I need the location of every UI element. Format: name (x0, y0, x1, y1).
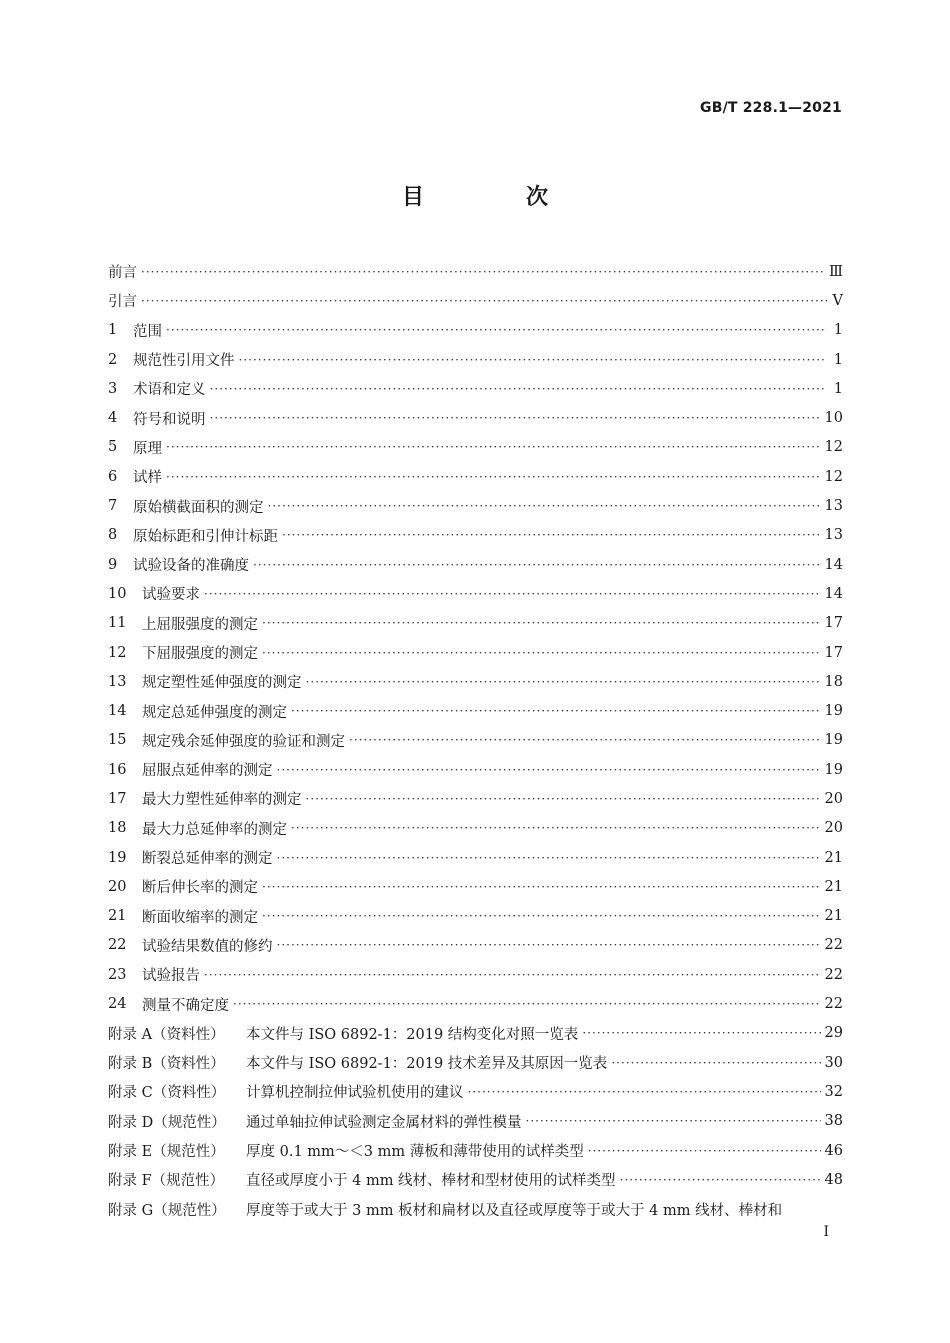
toc-leader-dots (166, 470, 821, 484)
toc-entry[interactable] (108, 579, 843, 608)
toc-entry-page: 22 (824, 966, 843, 983)
toc-entry[interactable] (108, 403, 843, 432)
toc-entry-title: 通过单轴拉伸试验测定金属材料的弹性模量 (246, 1114, 522, 1131)
toc-leader-dots (526, 1114, 821, 1128)
toc-entry-number: 5 (108, 439, 118, 456)
toc-entry[interactable] (108, 491, 843, 520)
toc-entry-title: 断后伸长率的测定 (142, 880, 258, 897)
toc-entry-title: 本文件与 ISO 6892-1：2019 技术差异及其原因一览表 (246, 1056, 608, 1073)
toc-entry-title: 符号和说明 (133, 411, 206, 428)
toc-leader-dots (588, 1144, 821, 1158)
toc-entry-title: 原理 (133, 440, 162, 457)
toc-entry-title: 最大力总延伸率的测定 (142, 821, 287, 838)
toc-entry-page: 1 (833, 322, 843, 339)
toc-entry[interactable] (108, 784, 843, 813)
toc-entry[interactable] (108, 814, 843, 843)
toc-entry[interactable] (108, 872, 843, 901)
toc-entry-title: 最大力塑性延伸率的测定 (142, 792, 302, 809)
toc-entry-number: 14 (108, 703, 127, 720)
toc-entry-number: 9 (108, 556, 118, 573)
toc-entry-title: 规定总延伸强度的测定 (142, 704, 287, 721)
toc-entry-number: 附录 D（规范性） (108, 1114, 226, 1131)
toc-entry[interactable] (108, 902, 843, 931)
toc-entry-title: 断裂总延伸率的测定 (142, 851, 273, 868)
toc-entry-page: 21 (824, 908, 843, 925)
toc-entry-title: 试验结果数值的修约 (142, 938, 273, 955)
toc-entry-title: 上屈服强度的测定 (142, 616, 258, 633)
toc-leader-dots (268, 499, 821, 513)
toc-entry-number: 附录 B（资料性） (108, 1056, 225, 1073)
toc-leader-dots (277, 763, 821, 777)
toc-leader-dots (277, 851, 821, 865)
toc-leader-dots (262, 616, 821, 630)
toc-entry-page: 29 (824, 1025, 843, 1042)
toc-entry-number: 17 (108, 790, 127, 807)
toc-leader-dots (262, 646, 821, 660)
toc-entry[interactable] (108, 609, 843, 638)
toc-entry-page: 14 (824, 585, 843, 602)
toc-entry-title: 屈服点延伸率的测定 (142, 763, 273, 780)
toc-leader-dots (291, 821, 821, 835)
toc-entry[interactable] (108, 1019, 843, 1048)
toc-entry[interactable] (108, 374, 843, 403)
toc-entry-page: 48 (824, 1171, 843, 1188)
toc-entry-title: 原始横截面积的测定 (133, 499, 264, 516)
toc-entry-page: 13 (824, 498, 843, 515)
toc-entry-page: 18 (824, 673, 843, 690)
toc-entry-number: 13 (108, 673, 127, 690)
toc-entry-page: 20 (824, 790, 843, 807)
toc-entry[interactable] (108, 462, 843, 491)
toc-entry-title: 规范性引用文件 (133, 353, 235, 370)
toc-entry-page: 21 (824, 849, 843, 866)
toc-entry-number: 7 (108, 498, 118, 515)
toc-entry-page: 19 (824, 732, 843, 749)
toc-entry-number: 附录 F（规范性） (108, 1173, 225, 1190)
toc-entry-page: 19 (824, 761, 843, 778)
page-title: 目 次 (401, 185, 588, 210)
toc-entry[interactable] (108, 286, 843, 315)
toc-entry[interactable] (108, 550, 843, 579)
toc-entry-title: 断面收缩率的测定 (142, 909, 258, 926)
toc-leader-dots (253, 558, 821, 572)
toc-entry-page: 17 (824, 644, 843, 661)
toc-entry-number: 15 (108, 732, 127, 749)
toc-entry-page: 21 (824, 878, 843, 895)
toc-entry-number: 18 (108, 820, 127, 837)
toc-entry-number: 附录 C（资料性） (108, 1085, 226, 1102)
toc-entry[interactable] (108, 257, 843, 286)
toc-leader-dots (239, 353, 828, 367)
toc-entry-page: 46 (824, 1142, 843, 1159)
toc-leader-dots (233, 997, 821, 1011)
toc-leader-dots (306, 675, 821, 689)
toc-entry[interactable] (108, 1165, 843, 1194)
toc-entry-page: 13 (824, 527, 843, 544)
toc-entry-title: 厚度等于或大于 3 mm 板材和扁材以及直径或厚度等于或大于 4 mm 线材、棒材和 (246, 1202, 783, 1219)
page-number: Ⅰ (823, 1224, 829, 1240)
toc-entry-number: 24 (108, 996, 127, 1013)
toc-entry-title: 范围 (133, 323, 162, 340)
toc-entry-page: 10 (824, 410, 843, 427)
toc-leader-dots (210, 382, 828, 396)
toc-entry[interactable] (108, 345, 843, 374)
toc-entry-page: 17 (824, 615, 843, 632)
toc-entry-page: 1 (833, 380, 843, 397)
toc-leader-dots (349, 733, 821, 747)
toc-entry-number: 附录 E（规范性） (108, 1144, 225, 1161)
toc-entry-title: 试验报告 (142, 968, 200, 985)
toc-leader-dots (141, 294, 827, 308)
toc-entry[interactable] (108, 316, 843, 345)
toc-entry-number: 12 (108, 644, 127, 661)
toc-entry[interactable] (108, 1077, 843, 1106)
toc-leader-dots (277, 938, 821, 952)
toc-leader-dots (582, 1026, 820, 1040)
toc-leader-dots (468, 1085, 821, 1099)
toc-entry-title: 试验设备的准确度 (133, 558, 249, 575)
toc-entry-page: 22 (824, 996, 843, 1013)
toc-entry-number: 22 (108, 937, 127, 954)
toc-leader-dots (141, 265, 825, 279)
document-code: GB/T 228.1—2021 (700, 100, 842, 116)
toc-leader-dots (282, 528, 821, 542)
toc-leader-dots (262, 909, 821, 923)
toc-entry-number: 2 (108, 351, 118, 368)
toc-entry-page: 38 (824, 1113, 843, 1130)
toc-entry[interactable] (108, 989, 843, 1018)
toc-entry[interactable] (108, 726, 843, 755)
toc-entry[interactable] (108, 1048, 843, 1077)
toc-entry-page: 19 (824, 703, 843, 720)
toc-leader-dots (620, 1173, 821, 1187)
toc-entry[interactable] (108, 667, 843, 696)
toc-entry-title: 下屈服强度的测定 (142, 646, 258, 662)
toc-entry[interactable] (108, 638, 843, 667)
toc-entry[interactable] (108, 843, 843, 872)
toc-entry[interactable] (108, 1107, 843, 1136)
toc-entry-page: 30 (824, 1054, 843, 1071)
toc-entry-number: 16 (108, 761, 127, 778)
toc-entry-page: 22 (824, 937, 843, 954)
toc-entry-page: 12 (824, 439, 843, 456)
toc-leader-dots (204, 587, 821, 601)
toc-entry-title: 原始标距和引伸计标距 (133, 528, 278, 545)
toc-entry[interactable] (108, 696, 843, 725)
toc-entry-number: 19 (108, 849, 127, 866)
toc-leader-dots (262, 880, 821, 894)
toc-entry[interactable] (108, 521, 843, 550)
toc-entry-page: Ⅲ (829, 263, 843, 280)
toc-leader-dots (166, 440, 821, 454)
toc-entry-number: 11 (108, 615, 127, 632)
toc-entry-title: 试验要求 (142, 587, 200, 604)
toc-entry-page: 1 (833, 351, 843, 368)
toc-entry-title: 计算机控制拉伸试验机使用的建议 (246, 1085, 464, 1102)
toc-entry-title: 测量不确定度 (142, 997, 229, 1014)
toc-entry-number: 23 (108, 966, 127, 983)
toc-entry-number: 6 (108, 468, 118, 485)
toc-entry-page: 32 (824, 1083, 843, 1100)
toc-entry-page: 12 (824, 468, 843, 485)
toc-entry-title: 本文件与 ISO 6892-1：2019 结构变化对照一览表 (246, 1026, 579, 1043)
toc-leader-dots (611, 1056, 820, 1070)
toc-entry-title: 厚度 0.1 mm～＜3 mm 薄板和薄带使用的试样类型 (246, 1144, 584, 1161)
toc-entry-number: 1 (108, 322, 118, 339)
toc-entry-title: 直径或厚度小于 4 mm 线材、棒材和型材使用的试样类型 (246, 1173, 616, 1190)
table-of-contents (108, 257, 843, 1224)
toc-entry-title: 引言 (108, 294, 137, 311)
toc-entry-number: 4 (108, 410, 118, 427)
toc-entry-page: 20 (824, 820, 843, 837)
toc-entry-number: 附录 A（资料性） (108, 1026, 225, 1043)
toc-entry[interactable] (108, 931, 843, 960)
toc-entry-title: 规定残余延伸强度的验证和测定 (142, 733, 345, 750)
toc-entry-title: 规定塑性延伸强度的测定 (142, 675, 302, 692)
toc-entry-page: Ⅴ (832, 292, 843, 309)
toc-entry-number: 21 (108, 908, 127, 925)
toc-leader-dots (306, 792, 821, 806)
toc-leader-dots (210, 411, 821, 425)
toc-leader-dots (291, 704, 821, 718)
toc-entry-title: 前言 (108, 265, 137, 282)
toc-entry-number: 附录 G（规范性） (108, 1202, 226, 1219)
toc-entry-title: 试样 (133, 470, 162, 487)
toc-leader-dots (204, 968, 821, 982)
toc-entry[interactable] (108, 1136, 843, 1165)
toc-entry[interactable] (108, 755, 843, 784)
toc-entry-title: 术语和定义 (133, 382, 206, 399)
toc-leader-dots (166, 323, 827, 337)
toc-entry[interactable] (108, 1195, 843, 1224)
toc-entry-number: 20 (108, 878, 127, 895)
toc-entry-number: 3 (108, 380, 118, 397)
toc-entry-page: 14 (824, 556, 843, 573)
toc-entry[interactable] (108, 960, 843, 989)
toc-entry-number: 10 (108, 585, 127, 602)
toc-entry-number: 8 (108, 527, 118, 544)
toc-entry[interactable] (108, 433, 843, 462)
